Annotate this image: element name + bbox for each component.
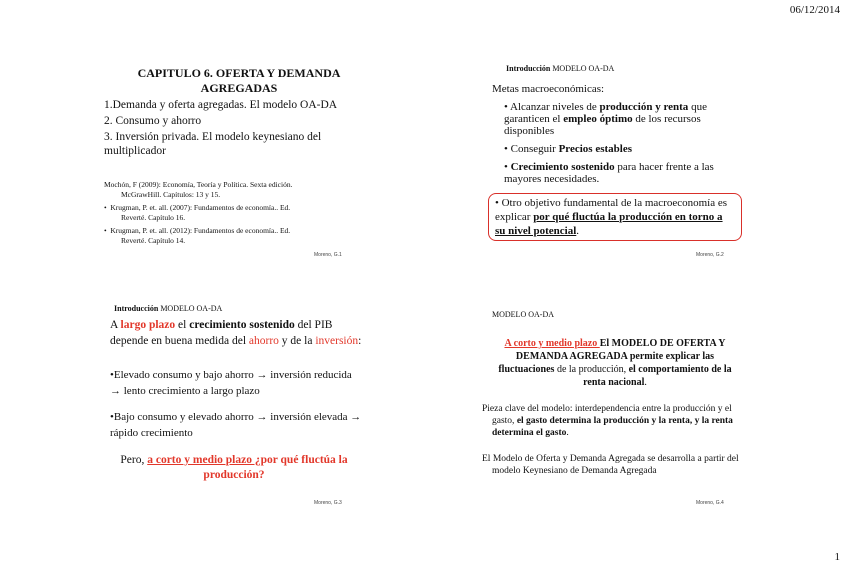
- bullet-item: • Conseguir Precios estables: [504, 143, 632, 155]
- slide-2: [482, 64, 742, 262]
- slide-1: [104, 66, 364, 262]
- paragraph: El Modelo de Oferta y Demanda Agregada se desarrolla a partir del modelo Keynesiano de Demanda Agregada: [482, 454, 739, 476]
- bullet-item: •Bajo consumo y elevado ahorro → inversión elevada → rápido crecimiento: [110, 411, 362, 439]
- bullet-item: • Crecimiento sostenido para hacer frente a las mayores necesidades.: [504, 161, 714, 185]
- title-line-2: AGREGADAS: [200, 81, 278, 95]
- bullet-item: •Elevado consumo y bajo ahorro → inversión reducida → lento crecimiento a largo plazo: [110, 369, 352, 397]
- main-statement: A corto y medio plazo El MODELO DE OFERTA Y DEMANDA AGREGADA permite explicar las fluctuaciones de la producción, el comportamiento de la renta nacional.: [498, 338, 732, 388]
- list-item: 1.Demanda y oferta agregadas. El modelo OA-DA: [104, 99, 338, 111]
- slide-3: [104, 304, 364, 510]
- slide-1-title: [114, 66, 364, 96]
- print-date: 06/12/2014: [789, 4, 840, 16]
- slide-author: Moreno, G.1: [314, 252, 342, 258]
- reference: Mochón, F (2009): Economía, Teoría y Política. Sexta edición. McGrawHill. Capítulos: 13 y 15.: [104, 180, 293, 199]
- slide-header: Introducción MODELO OA-DA: [114, 304, 223, 313]
- list-item: 2. Consumo y ahorro: [104, 115, 202, 127]
- slide-header: Introducción MODELO OA-DA: [506, 64, 615, 73]
- references: [104, 180, 364, 246]
- slide-subtitle: Metas macroeconómicas:: [492, 83, 605, 95]
- bullet-item: • Alcanzar niveles de producción y renta que garanticen el empleo óptimo de los recursos disponibles: [504, 101, 707, 137]
- reference: • Krugman, P. et. all. (2012): Fundamentos de economía.. Ed. Reverté. Capítulo 14.: [104, 226, 291, 245]
- slide-author: Moreno, G.2: [696, 252, 724, 258]
- slide-header: MODELO OA-DA: [492, 310, 554, 319]
- question: Pero, a corto y medio plazo ¿por qué fluctúa la producción?: [120, 454, 348, 481]
- slide-author: Moreno, G.3: [314, 500, 342, 506]
- slide-4: [482, 310, 742, 510]
- paragraph: Pieza clave del modelo: interdependencia entre la producción y el gasto, el gasto determina la producción y la renta, y la renta determina el gasto.: [482, 404, 733, 438]
- paragraph: A largo plazo el crecimiento sostenido del PIB depende en buena medida del ahorro y de la inversión:: [110, 319, 362, 347]
- slide-author: Moreno, G.4: [696, 500, 724, 506]
- highlight-box: • Otro objetivo fundamental de la macroeconomía es explicar por qué fluctúa la producción en torno a su nivel potencial.: [488, 193, 742, 241]
- reference: • Krugman, P. et. all. (2007): Fundamentos de economía.. Ed. Reverté. Capítulo 16.: [104, 203, 291, 222]
- list-item: 3. Inversión privada. El modelo keynesiano del multiplicador: [104, 131, 322, 157]
- title-line-1: CAPITULO 6. OFERTA Y DEMANDA: [137, 66, 341, 80]
- page-number: 1: [834, 551, 840, 563]
